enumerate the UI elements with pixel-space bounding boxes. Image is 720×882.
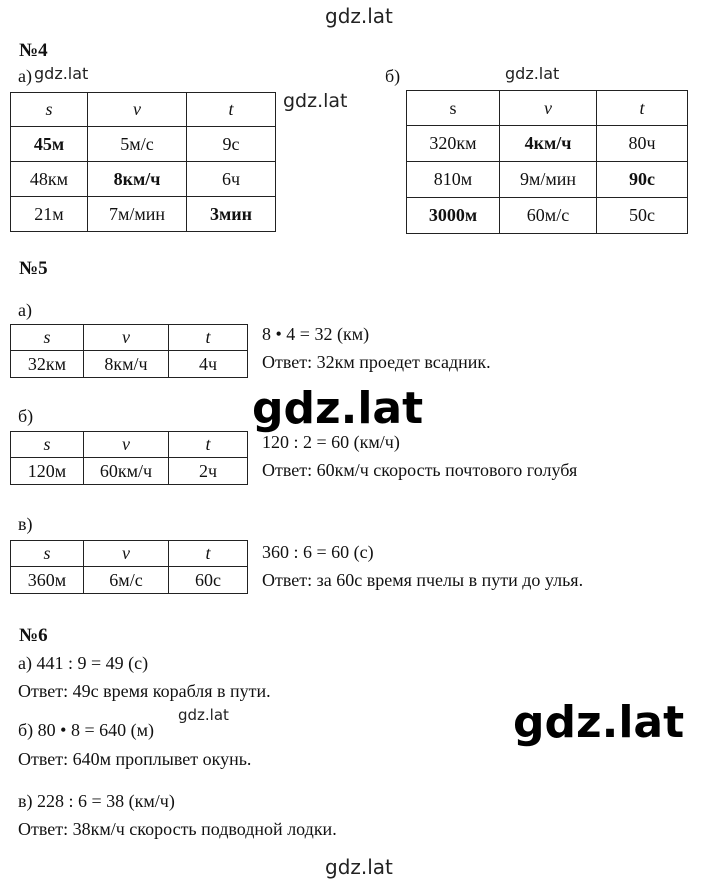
watermark-top: gdz.lat: [325, 4, 393, 28]
table-cell: 120м: [11, 458, 84, 485]
table-cell: 60м/с: [500, 198, 597, 234]
table-cell: 6м/с: [84, 567, 169, 594]
header-t: t: [597, 91, 688, 126]
table-cell: 21м: [11, 197, 88, 232]
task5-heading: №5: [19, 258, 48, 279]
header-t: t: [169, 432, 248, 458]
watermark-task4b: gdz.lat: [505, 64, 560, 83]
table-cell: 9с: [187, 127, 276, 162]
table-cell: 32км: [11, 351, 84, 378]
table-cell: 6ч: [187, 162, 276, 197]
task5-calc-b: 120 : 2 = 60 (км/ч): [262, 432, 400, 452]
table-cell: 8км/ч: [88, 162, 187, 197]
task6-line: в) 228 : 6 = 38 (км/ч): [18, 791, 175, 811]
table-cell: 360м: [11, 567, 84, 594]
header-s: s: [407, 91, 500, 126]
table-cell: 8км/ч: [84, 351, 169, 378]
task6-line: б) 80 • 8 = 640 (м): [18, 720, 154, 740]
task4-heading: №4: [19, 40, 48, 61]
task5-label-c: в): [18, 514, 33, 534]
watermark-bottom: gdz.lat: [325, 855, 393, 879]
header-s: s: [11, 93, 88, 127]
watermark-task6: gdz.lat: [178, 706, 229, 724]
task6-line: Ответ: 38км/ч скорость подводной лодки.: [18, 819, 337, 839]
header-t: t: [169, 325, 248, 351]
header-v: v: [84, 541, 169, 567]
header-s: s: [11, 325, 84, 351]
task5-label-b: б): [18, 406, 34, 426]
task5-label-a: а): [18, 300, 32, 320]
header-s: s: [11, 432, 84, 458]
table-cell: 45м: [11, 127, 88, 162]
task4-table-a: [10, 92, 276, 232]
header-v: v: [84, 325, 169, 351]
watermark-task4-middle: gdz.lat: [283, 90, 348, 112]
header-t: t: [169, 541, 248, 567]
table-cell: 90с: [597, 162, 688, 198]
watermark-task4a: gdz.lat: [34, 64, 89, 83]
header-v: v: [500, 91, 597, 126]
watermark-large-center: gdz.lat: [252, 383, 424, 434]
task5-table-c: [10, 540, 248, 594]
task4-table-b: [406, 90, 688, 234]
task4-label-a: а): [18, 66, 32, 86]
task5-calc-a: 8 • 4 = 32 (км): [262, 324, 370, 344]
task5-answer-b: Ответ: 60км/ч скорость почтового голубя: [262, 460, 578, 480]
table-cell: 9м/мин: [500, 162, 597, 198]
task5-table-b: [10, 431, 248, 485]
table-cell: 810м: [407, 162, 500, 198]
table-cell: 5м/с: [88, 127, 187, 162]
table-cell: 3мин: [187, 197, 276, 232]
table-cell: 48км: [11, 162, 88, 197]
watermark-large-right: gdz.lat: [513, 697, 685, 748]
table-cell: 60км/ч: [84, 458, 169, 485]
table-cell: 4км/ч: [500, 126, 597, 162]
task4-label-b: б): [385, 66, 401, 86]
table-cell: 2ч: [169, 458, 248, 485]
task6-line: Ответ: 640м проплывет окунь.: [18, 749, 252, 769]
header-s: s: [11, 541, 84, 567]
header-t: t: [187, 93, 276, 127]
task6-line: Ответ: 49с время корабля в пути.: [18, 681, 271, 701]
task5-calc-c: 360 : 6 = 60 (с): [262, 542, 374, 562]
table-cell: 4ч: [169, 351, 248, 378]
header-v: v: [84, 432, 169, 458]
header-v: v: [88, 93, 187, 127]
table-cell: 3000м: [407, 198, 500, 234]
task5-answer-c: Ответ: за 60с время пчелы в пути до улья.: [262, 570, 584, 590]
table-cell: 320км: [407, 126, 500, 162]
table-cell: 80ч: [597, 126, 688, 162]
table-cell: 60с: [169, 567, 248, 594]
task5-table-a: [10, 324, 248, 378]
task6-heading: №6: [19, 625, 48, 646]
task5-answer-a: Ответ: 32км проедет всадник.: [262, 352, 491, 372]
table-cell: 7м/мин: [88, 197, 187, 232]
task6-line: а) 441 : 9 = 49 (с): [18, 653, 149, 673]
table-cell: 50с: [597, 198, 688, 234]
